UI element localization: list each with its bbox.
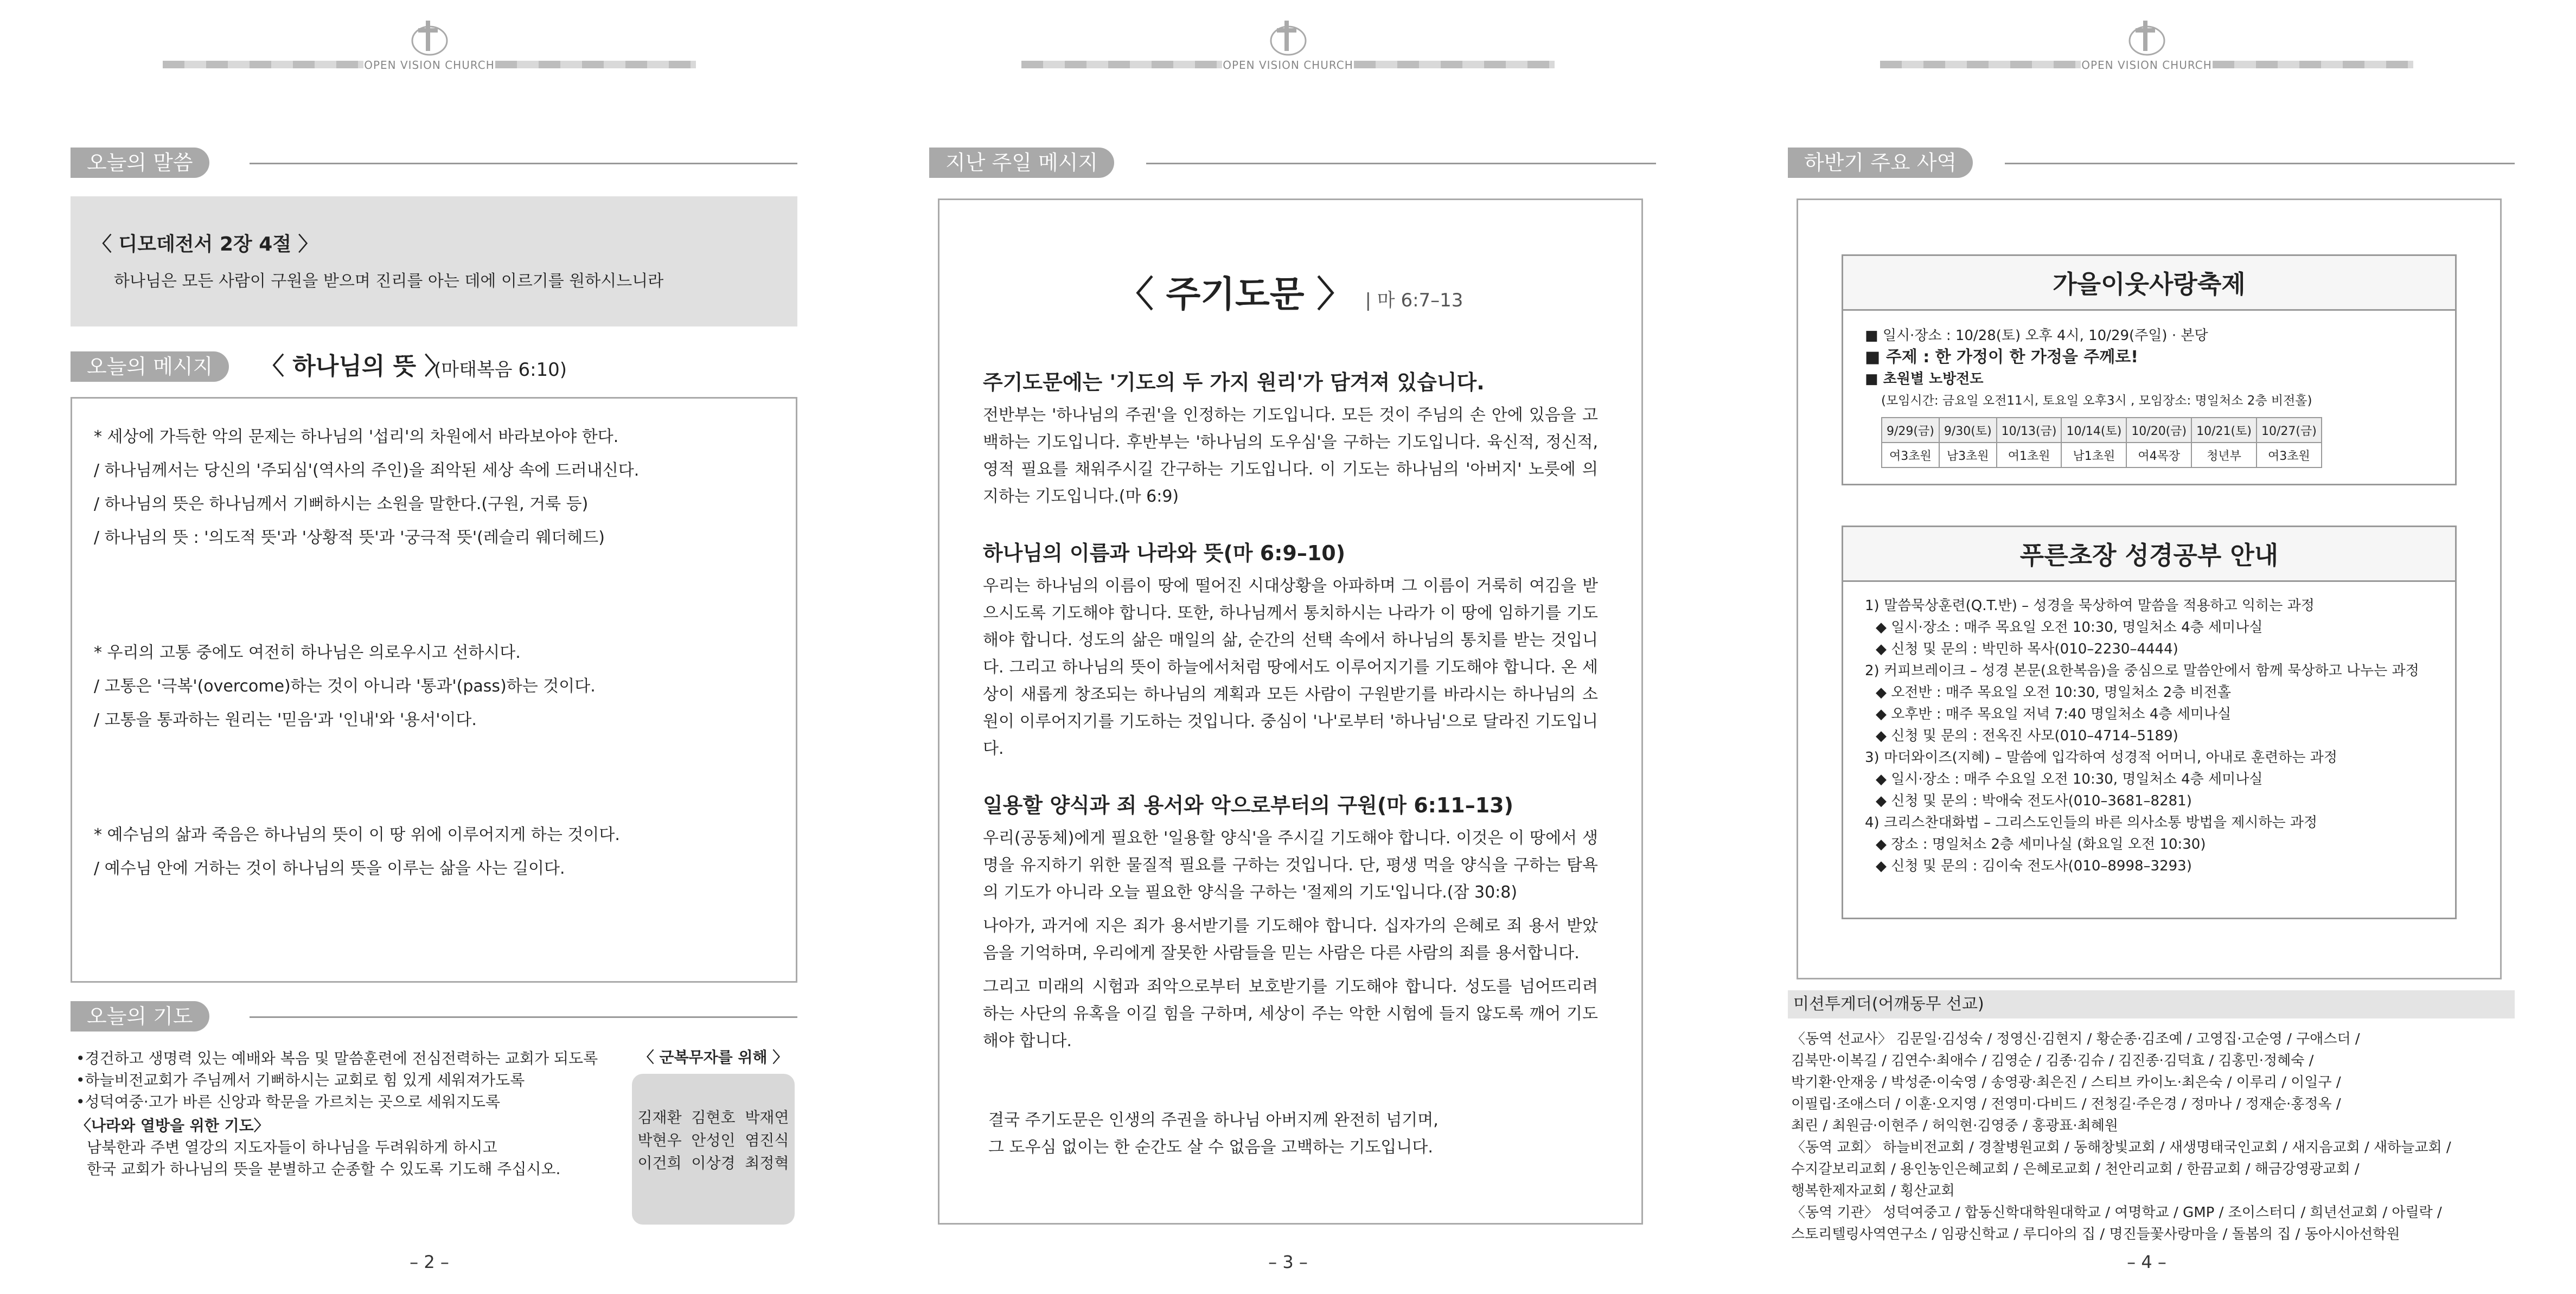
mission-line: 행복한제자교회 / 횡산교회 <box>1791 1183 1955 1199</box>
page-header <box>1021 59 1555 71</box>
mission-line: 스토리텔링사역연구소 / 임광신학교 / 루디아의 집 / 명진들꽃사랑마을 / 돌봄의 집 / 동아시아선학원 <box>1791 1226 2400 1242</box>
prayer-sub-item: 남북한과 주변 열강의 지도자들이 하나님을 두려워하게 하시고 <box>87 1138 497 1156</box>
message-line: / 하나님의 뜻 : '의도적 뜻'과 '상황적 뜻'과 '궁극적 뜻'(레슬리 웨더헤드) <box>94 528 605 547</box>
section-title-ministry: 하반기 주요 사역 <box>1788 148 1973 178</box>
page-2 <box>0 0 859 1294</box>
sermon-paragraph: 전반부는 '하나님의 주권'을 인정하는 기도입니다. 모든 것이 주님의 손 안에 있음을 고백하는 기도입니다. 후반부는 '하나님의 도우심'을 구하는 기도입니다. 육신적, 정신적, 영적 필요를 채워주시길 간구하는 기도입니다. 이 기도는 하나님의 '아버지' 노릇에 의지하는 기도입니다.(마 6:9) <box>983 406 1598 506</box>
prayer-item: •경건하고 생명력 있는 예배와 복음 및 말씀훈련에 전심전력하는 교회가 되도록 <box>76 1049 598 1067</box>
section-tab-prayer <box>71 1001 797 1032</box>
military-names-box <box>632 1074 795 1225</box>
page-number: – 4 – <box>2127 1252 2166 1272</box>
prayer-sub-item: 한국 교회가 하나님의 뜻을 분별하고 순종할 수 있도록 기도해 주십시오. <box>87 1160 561 1178</box>
sermon-section <box>983 789 1598 1055</box>
message-reference: (마태복음 6:10) <box>434 359 567 381</box>
message-line: / 하나님께서는 당신의 '주되심'(역사의 주인)을 죄악된 세상 속에 드러내신다. <box>94 461 640 480</box>
page-number: – 2 – <box>410 1252 449 1272</box>
event-item: ■ 초원별 노방전도 <box>1865 371 1984 387</box>
study-item: ◆ 장소 : 명일처소 2층 세미나실 (화요일 오전 10:30) <box>1876 836 2206 853</box>
page-header <box>163 59 696 71</box>
event-box-autumn-festival <box>1842 254 2457 485</box>
sermon-box <box>938 198 1643 1225</box>
fold-divider <box>858 0 860 1294</box>
study-item: ◆ 신청 및 문의 : 박애숙 전도사(010–3681–8281) <box>1876 793 2192 809</box>
sermon-title-row <box>983 265 1598 317</box>
section-title-sermon: 지난 주일 메시지 <box>929 148 1114 178</box>
church-logo-icon <box>405 16 454 60</box>
event-item: (모임시간: 금요일 오전11시, 토요일 오후3시 , 모임장소: 명일처소 2층 비전홀) <box>1881 394 2312 408</box>
study-item: ◆ 일시·장소 : 매주 수요일 오전 10:30, 명일처소 4층 세미나실 <box>1876 771 2263 787</box>
military-names-row: 이건희 이상경 최정혁 <box>637 1154 789 1172</box>
mission-title: 미션투게더(어깨동무 선교) <box>1793 995 1984 1014</box>
message-line: * 우리의 고통 중에도 여전히 하나님은 의로우시고 선하시다. <box>94 643 521 662</box>
study-item: ◆ 일시·장소 : 매주 목요일 오전 10:30, 명일처소 4층 세미나실 <box>1876 619 2263 636</box>
message-line: / 예수님 안에 거하는 것이 하나님의 뜻을 이루는 삶을 사는 길이다. <box>94 859 565 878</box>
section-tab-word <box>71 148 797 178</box>
message-line: / 하나님의 뜻은 하나님께서 기뻐하시는 소원을 말한다.(구원, 거룩 등) <box>94 495 589 514</box>
schedule-date: 9/29(금) <box>1882 418 1939 443</box>
mission-line: 수지갈보리교회 / 용인농인은혜교회 / 은혜로교회 / 천안리교회 / 한끔교회 / 해금강영광교회 / <box>1791 1161 2360 1177</box>
verse-box <box>71 196 797 326</box>
sermon-paragraph: 나아가, 과거에 지은 죄가 용서받기를 기도해야 합니다. 십자가의 은혜로 죄 용서 받았음을 기억하며, 우리에게 잘못한 사람들을 믿는 사람은 다른 사람의 죄를 용서합니다. <box>983 917 1598 963</box>
page-number: – 3 – <box>1268 1252 1308 1272</box>
event-item: ■ 일시·장소 : 10/28(토) 오후 4시, 10/29(주일) · 본당 <box>1865 328 2208 344</box>
section-tab-sermon <box>929 148 1656 178</box>
prayer-item: •성덕여중·고가 바른 신앙과 학문을 가르치는 곳으로 세워지도록 <box>76 1093 501 1111</box>
verse-text: 하나님은 모든 사람이 구원을 받으며 진리를 아는 데에 이르기를 원하시느니라 <box>114 272 664 291</box>
sermon-heading: 일용할 양식과 죄 용서와 악으로부터의 구원(마 6:11–13) <box>983 793 1513 817</box>
schedule-group: 남1초원 <box>2061 443 2126 467</box>
prayer-item: •하늘비전교회가 주님께서 기뻐하시는 교회로 힘 있게 세워져가도록 <box>76 1071 525 1089</box>
study-item: ◆ 신청 및 문의 : 박민하 목사(010–2230–4444) <box>1876 641 2178 657</box>
church-name: OPEN VISION CHURCH <box>2081 59 2212 72</box>
schedule-group: 여3초원 <box>1882 443 1939 467</box>
sermon-heading: 주기도문에는 '기도의 두 가지 원리'가 담겨져 있습니다. <box>983 370 1485 394</box>
study-item: 4) 크리스찬대화법 – 그리스도인들의 바른 의사소통 방법을 제시하는 과정 <box>1865 815 2318 831</box>
schedule-date: 10/27(금) <box>2257 418 2322 443</box>
schedule-group: 청년부 <box>2191 443 2257 467</box>
schedule-date: 10/14(토) <box>2061 418 2126 443</box>
section-tab-message <box>71 351 797 382</box>
mission-line: 이필립·조애스더 / 이훈·오지영 / 전영미·다비드 / 전청길·주은경 / 정마나 / 정재순·홍정옥 / <box>1791 1096 2341 1112</box>
fold-divider <box>1716 0 1718 1294</box>
study-item: ◆ 오후반 : 매주 목요일 저녁 7:40 명일처소 4층 세미나실 <box>1876 706 2232 722</box>
mission-line: 박기환·안재웅 / 박성준·이숙영 / 송영광·최은진 / 스티브 카이노·최은숙 / 이루리 / 이일구 / <box>1791 1074 2341 1091</box>
sermon-heading: 하나님의 이름과 나라와 뜻(마 6:9–10) <box>983 541 1346 565</box>
prayer-subtitle: 〈나라와 열방을 위한 기도〉 <box>76 1117 269 1135</box>
schedule-date: 10/13(금) <box>1997 418 2062 443</box>
study-item: 1) 말씀묵상훈련(Q.T.반) – 성경을 묵상하여 말씀을 적용하고 익히는 과정 <box>1865 598 2315 614</box>
section-title-message: 오늘의 메시지 <box>71 351 229 382</box>
message-line: / 고통은 '극복'(overcome)하는 것이 아니라 '통과'(pass)하는 것이다. <box>94 677 596 696</box>
sermon-conclusion <box>983 1107 1598 1161</box>
mission-line: 〈동역 기관〉 성덕여중고 / 합동신학대학원대학교 / 여명학교 / GMP / 조이스터디 / 희년선교회 / 아릴락 / <box>1791 1205 2442 1221</box>
message-box <box>71 397 797 983</box>
study-item: 2) 커피브레이크 – 성경 본문(요한복음)을 중심으로 말씀안에서 함께 묵상하고 나누는 과정 <box>1865 663 2419 679</box>
church-name: OPEN VISION CHURCH <box>1223 59 1353 72</box>
mission-title-bar <box>1788 990 2515 1018</box>
event-title: 가을이웃사랑축제 <box>1843 256 2455 311</box>
study-item: ◆ 신청 및 문의 : 김이숙 전도사(010–8998–3293) <box>1876 858 2192 874</box>
sermon-title: 〈 주기도문 〉 <box>1117 273 1353 315</box>
event-box-bible-study <box>1842 526 2457 919</box>
schedule-group: 여4목장 <box>2126 443 2191 467</box>
ministry-outer-box <box>1797 198 2502 979</box>
sermon-section <box>983 366 1598 510</box>
mission-list <box>1791 1028 2518 1245</box>
schedule-group: 남3초원 <box>1939 443 1997 467</box>
church-name: OPEN VISION CHURCH <box>364 59 495 72</box>
mission-line: 최린 / 최원금·이현주 / 허익현·김영중 / 홍광표·최혜원 <box>1791 1118 2118 1134</box>
schedule-group: 여1초원 <box>1997 443 2062 467</box>
sermon-section <box>983 536 1598 763</box>
section-title-word: 오늘의 말씀 <box>71 148 209 178</box>
event-title: 푸른초장 성경공부 안내 <box>1843 527 2455 582</box>
conclusion-line: 그 도우심 없이는 한 순간도 살 수 없음을 고백하는 기도입니다. <box>988 1138 1433 1157</box>
message-line: * 예수님의 삶과 죽음은 하나님의 뜻이 이 땅 위에 이루어지게 하는 것이다. <box>94 825 620 844</box>
mission-line: 김북만·이복길 / 김연수·최애수 / 김영순 / 김종·김슈 / 김진종·김덕효 / 김홍민·정혜숙 / <box>1791 1053 2314 1069</box>
sermon-paragraph: 그리고 미래의 시험과 죄악으로부터 보호받기를 기도해야 합니다. 성도를 넘어뜨리려 하는 사단의 유혹을 이길 힘을 구하며, 세상이 주는 악한 시험에 들지 않도록 깨어 기도해야 합니다. <box>983 977 1598 1050</box>
study-item: 3) 마더와이즈(지혜) – 말씀에 입각하여 성경적 어머니, 아내로 훈련하는 과정 <box>1865 750 2337 766</box>
message-line: * 세상에 가득한 악의 문제는 하나님의 '섭리'의 차원에서 바라보아야 한다. <box>94 427 619 446</box>
sermon-paragraph: 우리는 하나님의 이름이 땅에 떨어진 시대상황을 아파하며 그 이름이 거룩히 여김을 받으시도록 기도해야 합니다. 또한, 하나님께서 통치하시는 나라가 이 땅에 임하기를 기도해야 합니다. 성도의 삶은 매일의 삶, 순간의 선택 속에서 하나님의 통치를 받는 것입니다. 그리고 하나님의 뜻이 하늘에서처럼 땅에서도 이루어지기를 기도해야 합니다. 온 세상이 새롭게 창조되는 하나님의 계획과 모든 사람이 구원받기를 바라시는 하나님의 소원이 이루어지기를 기도하는 것입니다. 중심이 '나'로부터 '하나님'으로 달라진 기도입니다. <box>983 576 1598 758</box>
mission-line: 〈동역 교회〉 하늘비전교회 / 경찰병원교회 / 동해창빛교회 / 새생명태국인교회 / 새지음교회 / 새하늘교회 / <box>1791 1139 2451 1156</box>
schedule-date: 10/21(토) <box>2191 418 2257 443</box>
sermon-paragraph: 우리(공동체)에게 필요한 '일용할 양식'을 주시길 기도해야 합니다. 이것은 이 땅에서 생명을 유지하기 위한 물질적 필요를 구하는 것입니다. 단, 평생 먹을 양식을 구하는 탐욕의 기도가 아니라 오늘 필요한 양식을 구하는 '절제의 기도'입니다.(잠 30:8) <box>983 829 1598 902</box>
page-header <box>1880 59 2413 71</box>
message-line: / 고통을 통과하는 원리는 '믿음'과 '인내'와 '용서'이다. <box>94 710 477 729</box>
prayer-list <box>76 1048 618 1180</box>
military-title: 〈 군복무자를 위해 〉 <box>638 1048 788 1066</box>
schedule-date: 10/20(금) <box>2126 418 2191 443</box>
message-title: 〈 하나님의 뜻 〉 <box>260 353 449 380</box>
event-item: ■ 주제 : 한 가정이 한 가정을 주께로! <box>1865 348 2138 367</box>
church-logo-icon <box>1264 16 1313 60</box>
evangelism-schedule-table <box>1881 417 2322 468</box>
church-logo-icon <box>2123 16 2171 60</box>
verse-reference: 〈 디모데전서 2장 4절 〉 <box>92 233 318 255</box>
conclusion-line: 결국 주기도문은 인생의 주권을 하나님 아버지께 완전히 넘기며, <box>988 1111 1439 1130</box>
military-names-row: 박현우 안성인 염진식 <box>637 1131 789 1149</box>
page-4 <box>1717 0 2576 1294</box>
page-3 <box>859 0 1717 1294</box>
mission-line: 〈동역 선교사〉 김문일·김성숙 / 정영신·김현지 / 황순종·김조예 / 고영집·고순영 / 구애스더 / <box>1791 1031 2360 1047</box>
schedule-date: 9/30(토) <box>1939 418 1997 443</box>
section-title-prayer: 오늘의 기도 <box>71 1001 209 1032</box>
sermon-reference: | 마 6:7–13 <box>1365 290 1463 311</box>
study-item: ◆ 오전반 : 매주 목요일 오전 10:30, 명일처소 2층 비전홀 <box>1876 684 2231 701</box>
military-names-row: 김재환 김현호 박재연 <box>637 1109 789 1126</box>
schedule-group: 여3초원 <box>2257 443 2322 467</box>
study-item: ◆ 신청 및 문의 : 전옥진 사모(010–4714–5189) <box>1876 728 2178 744</box>
section-tab-ministry <box>1788 148 2515 178</box>
